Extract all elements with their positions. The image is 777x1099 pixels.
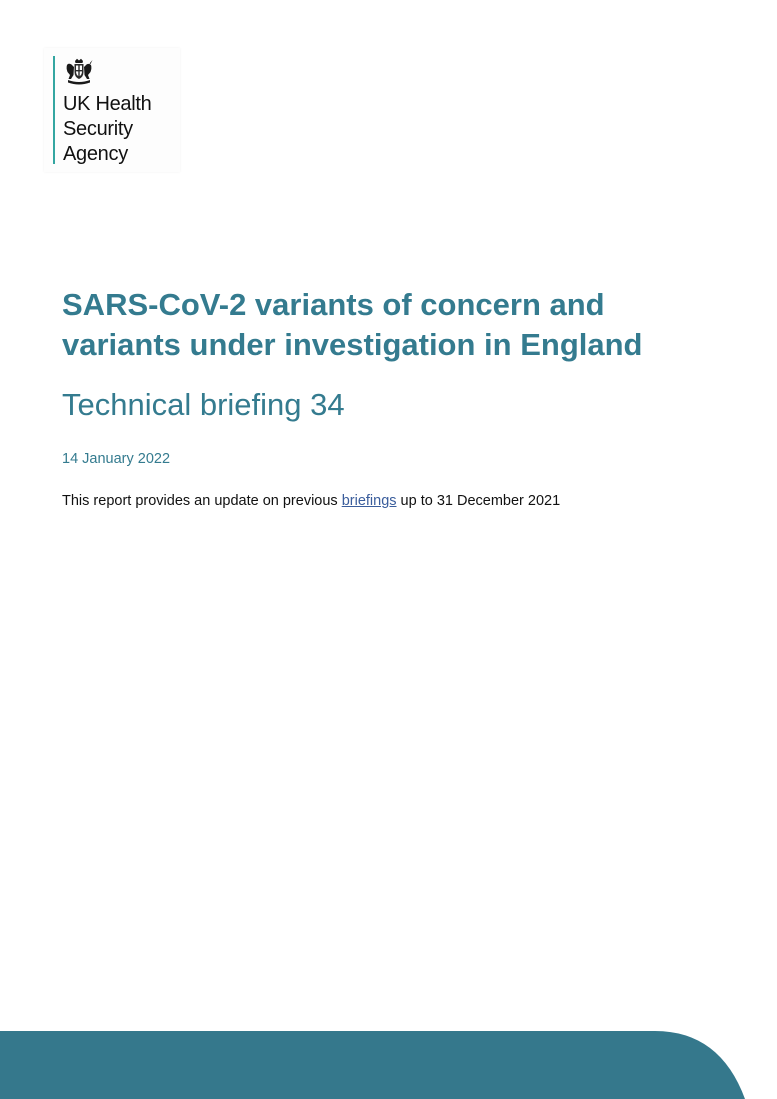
logo-line: Security <box>63 118 133 140</box>
publication-date: 14 January 2022 <box>62 451 171 467</box>
title-line: variants under investigation in England <box>62 327 643 362</box>
intro-paragraph <box>62 491 560 511</box>
briefings-link[interactable]: briefings <box>341 493 397 509</box>
intro-text-before: This report provides an update on previous <box>62 493 342 509</box>
document-title <box>62 285 752 365</box>
logo-line: Agency <box>63 143 128 165</box>
logo-line: UK Health <box>63 93 152 115</box>
title-line: SARS-CoV-2 variants of concern and <box>62 287 605 322</box>
intro-text-after: up to 31 December 2021 <box>396 493 561 509</box>
ukhsa-logo <box>44 48 180 172</box>
footer-band <box>0 1031 777 1099</box>
logo-accent-bar <box>53 56 55 164</box>
royal-coat-of-arms-icon <box>64 58 94 86</box>
document-subtitle: Technical briefing 34 <box>62 387 345 422</box>
logo-wordmark <box>63 92 151 167</box>
